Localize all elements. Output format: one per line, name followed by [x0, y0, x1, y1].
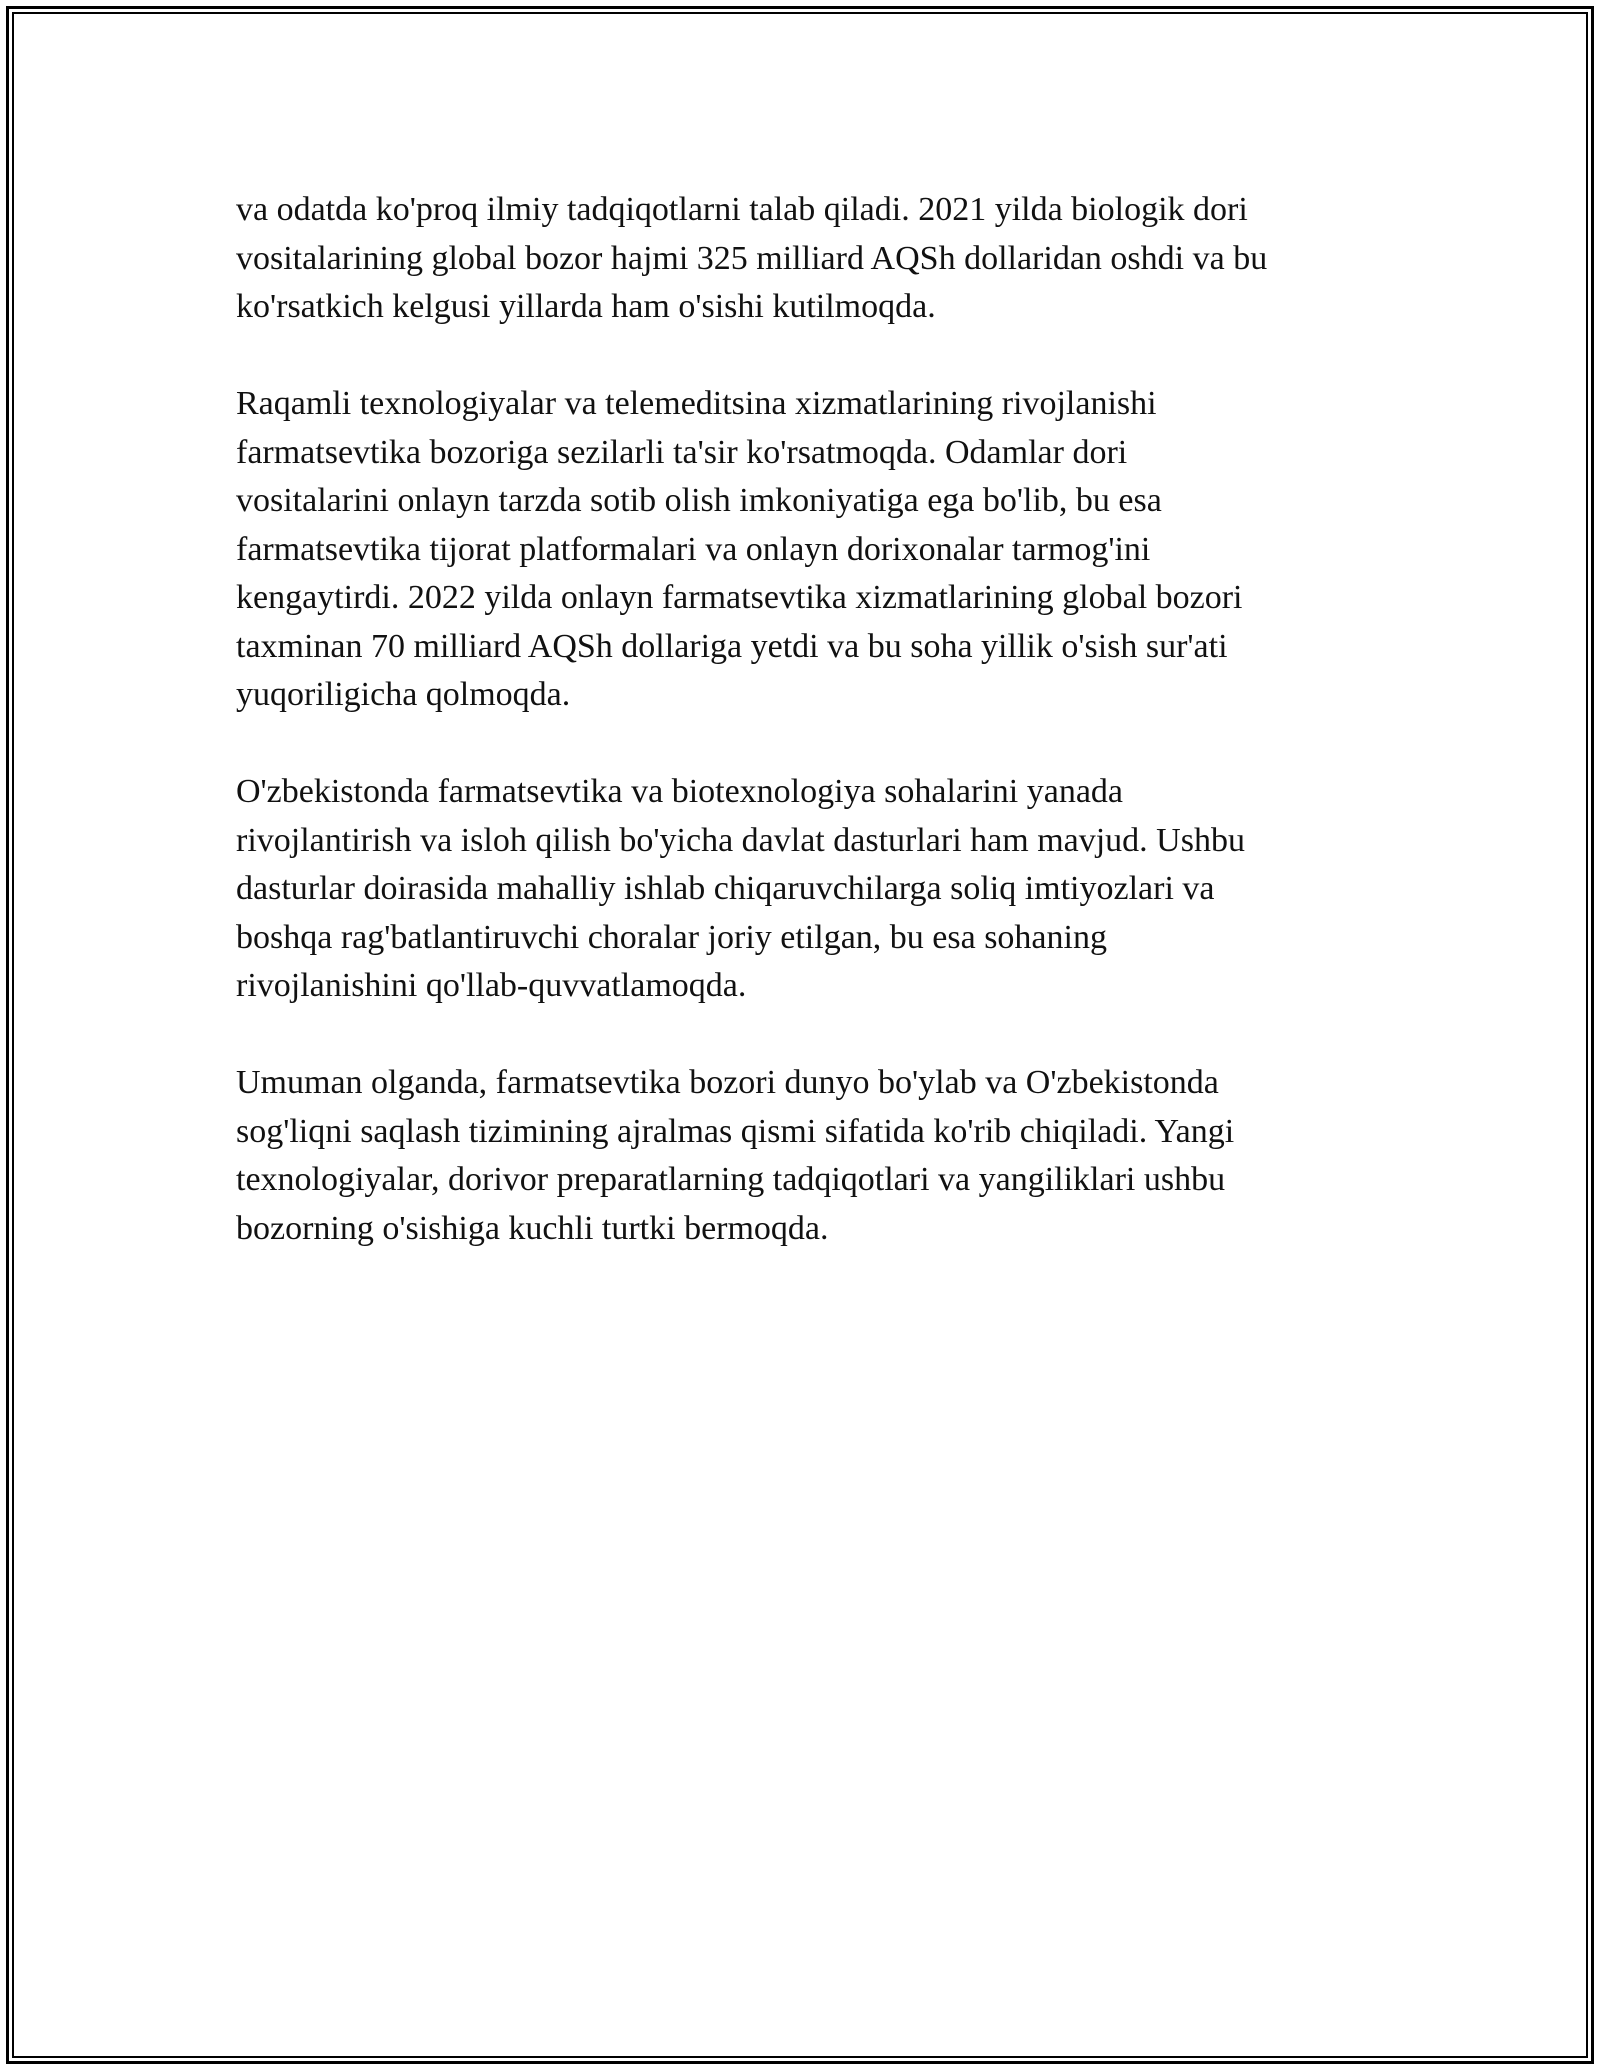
paragraph-digital-technologies: Raqamli texnologiyalar va telemeditsina xizmatlarining rivojlanishi farmatsevtika bozoriga sezilarli ta'sir ko'rsatmoqda. Odamlar dori vositalarini onlayn tarzda sotib olish imkoniyatiga ega bo'lib, bu esa farmatsevtika tijorat platformalari va onlayn dorixonalar tarmog'ini kengaytirdi. 2022 yilda onlayn farmatsevtika xizmatlarining global bozori taxminan 70 milliard AQSh dollariga yetdi va bu soha yillik o'sish sur'ati yuqoriligicha qolmoqda.	[236, 385, 1243, 713]
paragraph-conclusion: Umuman olganda, farmatsevtika bozori dunyo bo'ylab va O'zbekistonda sog'liqni saqlash tizimining ajralmas qismi sifatida ko'rib chiqiladi. Yangi texnologiyalar, dorivor preparatlarning tadqiqotlari va yangiliklari ushbu bozorning o'sishiga kuchli turtki bermoqda.	[236, 1064, 1235, 1247]
paragraph-biologics: va odatda ko'proq ilmiy tadqiqotlarni talab qiladi. 2021 yilda biologik dori vositalarining global bozor hajmi 325 milliard AQSh dollaridan oshdi va bu ko'rsatkich kelgusi yillarda ham o'sishi kutilmoqda.	[236, 191, 1268, 325]
paragraph-uzbekistan-programs: O'zbekistonda farmatsevtika va biotexnologiya sohalarini yanada rivojlantirish va isloh qilish bo'yicha davlat dasturlari ham mavjud. Ushbu dasturlar doirasida mahalliy ishlab chiqaruvchilarga soliq imtiyozlari va boshqa rag'batlantiruvchi choralar joriy etilgan, bu esa sohaning rivojlanishini qo'llab-quvvatlamoqda.	[236, 773, 1245, 1004]
document-body	[236, 186, 1386, 1302]
